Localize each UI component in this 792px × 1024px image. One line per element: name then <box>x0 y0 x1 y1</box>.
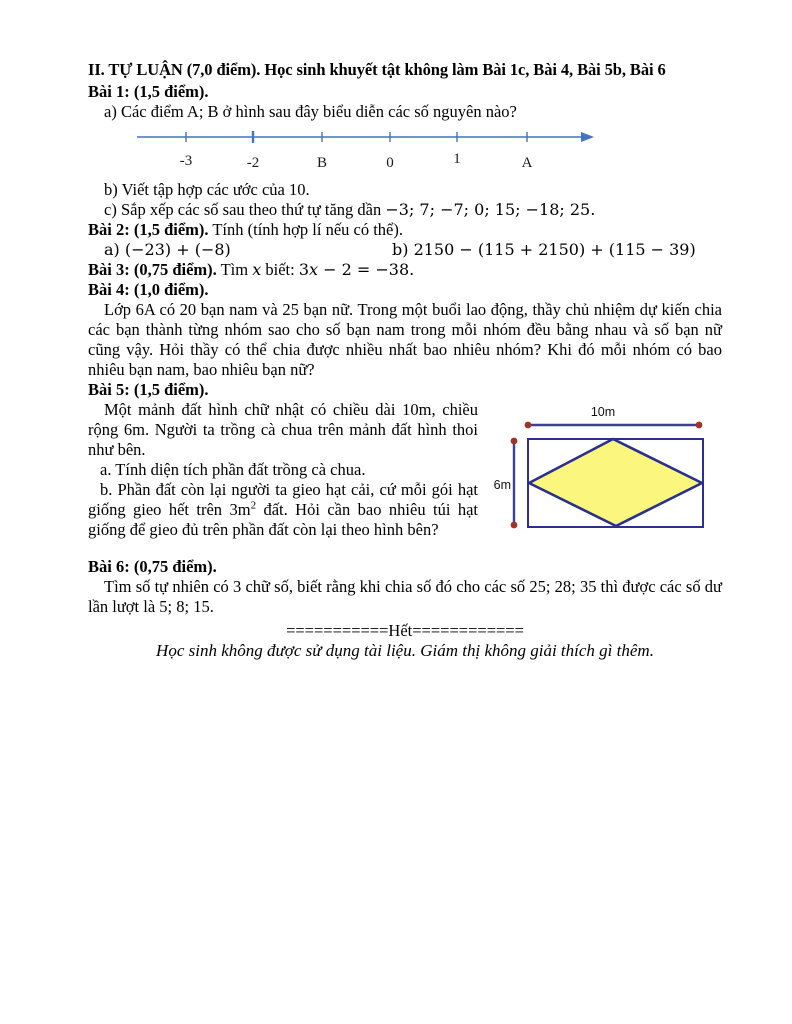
bai1-item-a: a) Các điểm A; B ở hình sau đây biểu diễn các số nguyên nào? <box>104 102 517 121</box>
bai5-block <box>88 400 722 555</box>
bai2-title: Bài 2: (1,5 điểm). <box>88 220 209 239</box>
dimension-dot <box>511 522 518 529</box>
bai3-find-text: Tìm <box>216 260 253 279</box>
tick-label: A <box>521 155 533 171</box>
bai5-text-column <box>88 400 478 540</box>
bai1-title: Bài 1: (1,5 điểm). <box>88 82 209 101</box>
bai3-var: x <box>252 260 262 279</box>
bai3-eq-post: − 2 = −38. <box>318 260 415 279</box>
arrow-right-icon <box>581 132 594 142</box>
number-line-svg <box>133 128 673 172</box>
bai5-figure-column <box>482 400 722 555</box>
bai5-item-a: a. Tính diện tích phần đất trồng cà chua. <box>100 460 366 479</box>
bai5-item-b-pre: b. Phần đất còn lại người ta gieo hạt cải, cứ mỗi gói hạt giống gieo hết trên 3m <box>88 480 478 519</box>
bai5-item-b-post: đất. Hỏi cần bao nhiêu túi hạt giống để gieo đủ trên phần đất còn lại theo hình bên? <box>88 500 478 539</box>
bai4-title: Bài 4: (1,0 điểm). <box>88 280 209 299</box>
bai6-title: Bài 6: (0,75 điểm). <box>88 557 217 576</box>
bai1-item-c <box>88 200 722 220</box>
figure-height-label: 6m <box>493 478 511 492</box>
bai2-item-a: a) (−23) + (−8) <box>104 240 231 259</box>
rhombus-shape <box>529 439 702 526</box>
bai4-body: Lớp 6A có 20 bạn nam và 25 bạn nữ. Trong một buổi lao động, thầy chủ nhiệm dự kiến chia các bạn thành từng nhóm sao cho số bạn nam trong mỗi nhóm đều bằng nhau và số bạn nữ cũng vậy. Hỏi thầy có thể chia được nhiều nhất bao nhiêu nhóm? Khi đó mỗi nhóm có bao nhiêu bạn nam, bao nhiêu bạn nữ? <box>88 300 722 379</box>
bai2-item-b: b) 2150 − (115 + 2150) + (115 − 39) <box>392 240 696 259</box>
tick-label: -3 <box>179 153 193 169</box>
tick-label: -2 <box>246 155 260 171</box>
tick-label: 1 <box>453 151 461 167</box>
figure-width-label: 10m <box>590 405 616 419</box>
bai2-title-line <box>88 220 722 240</box>
exam-note: Học sinh không được sử dụng tài liệu. Giám thị không giải thích gì thêm. <box>156 641 654 660</box>
bai5-superscript: 2 <box>250 499 257 512</box>
bai3-eq-pre: 3 <box>298 260 310 279</box>
bai5-title: Bài 5: (1,5 điểm). <box>88 380 209 399</box>
bai5-intro: Một mảnh đất hình chữ nhật có chiều dài 10m, chiều rộng 6m. Người ta trồng cà chua trên mảnh đất hình thoi như bên. <box>88 400 478 459</box>
dimension-dot <box>696 422 703 429</box>
dimension-dot <box>511 438 518 445</box>
bai3-title: Bài 3: (0,75 điểm). <box>88 260 217 279</box>
bai1-item-c-math: −3; 7; −7; 0; 15; −18; 25. <box>385 200 596 219</box>
tick-label: B <box>316 155 328 171</box>
bai5-item-b <box>88 480 478 540</box>
tick-label: 0 <box>386 155 394 171</box>
end-separator: ===========Hết============ <box>286 621 524 640</box>
dimension-dot <box>525 422 532 429</box>
bai3-mid-text: biết: <box>261 260 299 279</box>
number-line-figure <box>133 128 722 172</box>
rectangle-rhombus-figure <box>482 400 722 550</box>
bai2-items-line <box>88 240 722 260</box>
bai1-item-c-text: c) Sắp xếp các số sau theo thứ tự tăng dần <box>104 200 386 219</box>
bai3-line <box>88 260 722 280</box>
section-header: II. TỰ LUẬN (7,0 điểm). Học sinh khuyết tật không làm Bài 1c, Bài 4, Bài 5b, Bài 6 <box>88 60 666 79</box>
bai6-body: Tìm số tự nhiên có 3 chữ số, biết rằng khi chia số đó cho các số 25; 28; 35 thì được các số dư lần lượt là 5; 8; 15. <box>88 577 722 616</box>
bai2-subtitle: Tính (tính hợp lí nếu có thể). <box>208 220 404 239</box>
bai1-item-b: b) Viết tập hợp các ước của 10. <box>104 180 310 199</box>
bai3-eq-var: x <box>309 260 319 279</box>
